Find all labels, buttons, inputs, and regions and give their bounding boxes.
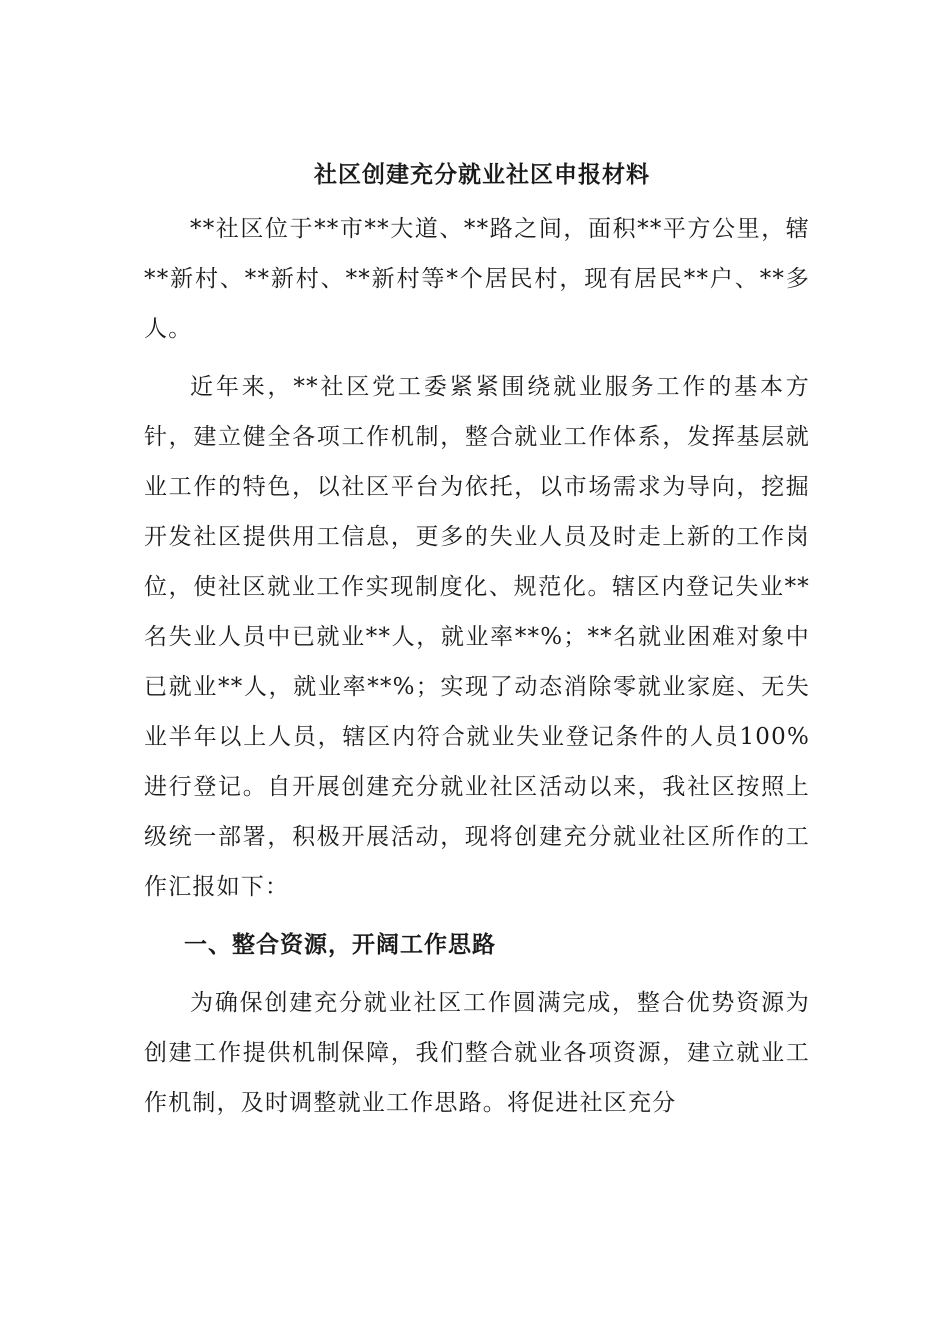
section-paragraph: 为确保创建充分就业社区工作圆满完成，整合优势资源为创建工作提供机制保障，我们整合就业各项资源，建立就业工作机制，及时调整就业工作思路。将促进社区充分	[144, 990, 810, 1116]
spacer	[144, 912, 810, 920]
overview-paragraph: 近年来，**社区党工委紧紧围绕就业服务工作的基本方针，建立健全各项工作机制，整合就业工作体系，发挥基层就业工作的特色，以社区平台为依托，以市场需求为导向，挖掘开发社区提供用工信息，更多的失业人员及时走上新的工作岗位，使社区就业工作实现制度化、规范化。辖区内登记失业**名失业人员中已就业**人，就业率**%；**名就业困难对象中已就业**人，就业率**%；实现了动态消除零就业家庭、无失业半年以上人员，辖区内符合就业失业登记条件的人员100%进行登记。自开展创建充分就业社区活动以来，我社区按照上级统一部署，积极开展活动，现将创建充分就业社区所作的工作汇报如下：	[144, 374, 810, 900]
document-body	[144, 150, 810, 1128]
spacer	[144, 354, 810, 362]
section-heading: 一、整合资源，开阔工作思路	[184, 931, 496, 958]
spacer	[144, 970, 810, 978]
intro-paragraph: **社区位于**市**大道、**路之间，面积**平方公里，辖**新村、**新村、**新村等*个居民村，现有居民**户、**多人。	[144, 216, 810, 342]
document-title: 社区创建充分就业社区申报材料	[314, 161, 650, 188]
